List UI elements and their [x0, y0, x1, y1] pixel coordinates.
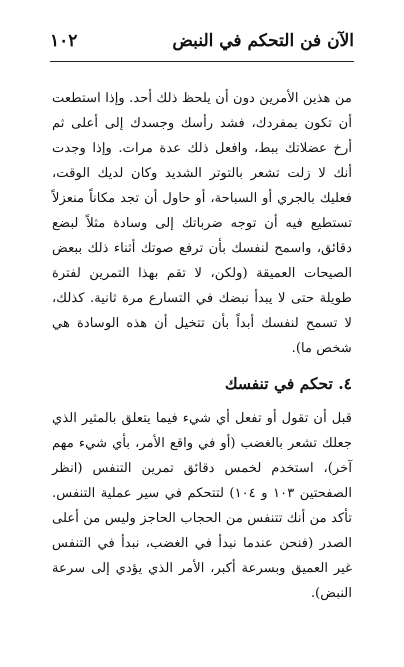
paragraph-2: قبل أن تقول أو تفعل أي شيء فيما يتعلق بالمثير الذي جعلك تشعر بالغضب (أو في واقع الأمر، بأي شيء مهم آخر)، استخدم لخمس دقائق تمرين التنفس (انظر الصفحتين ١٠٣ و ١٠٤) لتتحكم في سير عملية التنفس. تأكد من أنك تتنفس من الحجاب الحاجز وليس من أعلى الصدر (فنحن عندما نبدأ في الغضب، نبدأ في التنفس غير العميق وبسرعة أكبر، الأمر الذي يؤدي إلى سرعة النبض).	[52, 411, 352, 601]
page-number: ١٠٢	[50, 31, 78, 51]
section-heading: ٤. تحكم في تنفسك	[224, 374, 352, 393]
header-divider	[50, 61, 354, 62]
running-title: الآن فن التحكم في النبض	[172, 31, 354, 51]
page-header	[50, 24, 354, 58]
paragraph-1: من هذين الأمرين دون أن يلحظ ذلك أحد. وإذا استطعت أن تكون بمفردك، فشد رأسك وجسدك إلى أعلى ثم أرخ عضلاتك ببط، وافعل ذلك عدة مرات. وإذا وجدت أنك لا زلت تشعر بالتوتر الشديد وكان لديك الوقت، فعليك بالجري أو السباحة، أو حاول أن تجد مكاناً منعزلاً تستطيع فيه أن توجه ضرباتك إلى وسادة مثلاً لبضع دقائق، واسمح لنفسك بأن ترفع صوتك أثناء ذلك ببعض الصيحات العميقة (ولكن، لا تقم بهذا التمرين لفترة طويلة حتى لا يبدأ نبضك في التسارع مرة ثانية. كذلك، لا تسمح لنفسك أبداً بأن تتخيل أن هذه الوسادة هي شخص ما).	[52, 91, 352, 356]
page-body	[52, 86, 352, 616]
